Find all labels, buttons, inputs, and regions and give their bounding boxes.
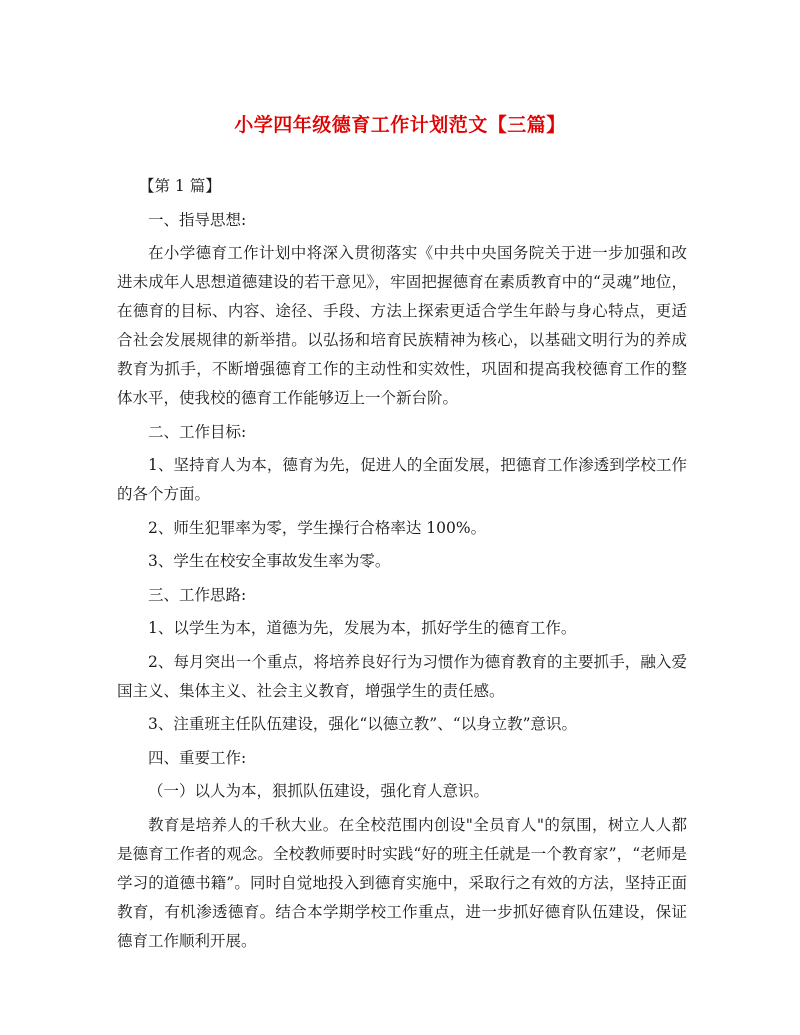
key-work-subheading: （一）以人为本，狠抓队伍建设，强化育人意识。: [148, 782, 490, 800]
heading-work-approach: 三、工作思路:: [148, 585, 247, 604]
document-body: [117, 172, 687, 960]
goal-item-3: 3、学生在校安全事故发生率为零。: [148, 552, 391, 570]
section-label: 【第 1 篇】: [139, 177, 221, 195]
document-title: 小学四年级德育工作计划范文【三篇】: [234, 114, 566, 136]
paragraph-key-work: 教育是培养人的千秋大业。在全校范围内创设"全员育人"的氛围，树立人人都是德育工作者的观念。全校教师要时时实践“好的班主任就是一个教育家”，“老师是学习的道德书籍”。同时自觉地投入到德育实施中，采取行之有效的方法，坚持正面教育，有机渗透德育。结合本学期学校工作重点，进一步抓好德育队伍建设，保证德育工作顺利开展。: [117, 815, 687, 950]
goal-item-1: 1、坚持育人为本，德育为先，促进人的全面发展，把德育工作渗透到学校工作的各个方面。: [117, 456, 687, 503]
paragraph-guiding-thought: 在小学德育工作计划中将深入贯彻落实《中共中央国务院关于进一步加强和改进未成年人思想道德建设的若干意见》，牢固把握德育在素质教育中的“灵魂”地位，在德育的目标、内容、途径、手段、方法上探索更适合学生年龄与身心特点，更适合社会发展规律的新举措。以弘扬和培育民族精神为核心，以基础文明行为的养成教育为抓手，不断增强德育工作的主动性和实效性，巩固和提高我校德育工作的整体水平，使我校的德育工作能够迈上一个新台阶。: [117, 244, 687, 407]
approach-item-2: 2、每月突出一个重点，将培养良好行为习惯作为德育教育的主要抓手，融入爱国主义、集体主义、社会主义教育，增强学生的责任感。: [117, 652, 687, 700]
heading-key-work: 四、重要工作:: [148, 748, 247, 767]
goal-item-2: 2、师生犯罪率为零，学生操行合格率达 100%。: [148, 518, 487, 537]
heading-work-goals: 二、工作目标:: [148, 422, 247, 441]
heading-guiding-thought: 一、指导思想:: [148, 210, 247, 229]
approach-item-1: 1、以学生为本，道德为先，发展为本，抓好学生的德育工作。: [148, 619, 577, 637]
approach-item-3: 3、注重班主任队伍建设，强化“以德立教”、“以身立教”意识。: [148, 715, 578, 733]
